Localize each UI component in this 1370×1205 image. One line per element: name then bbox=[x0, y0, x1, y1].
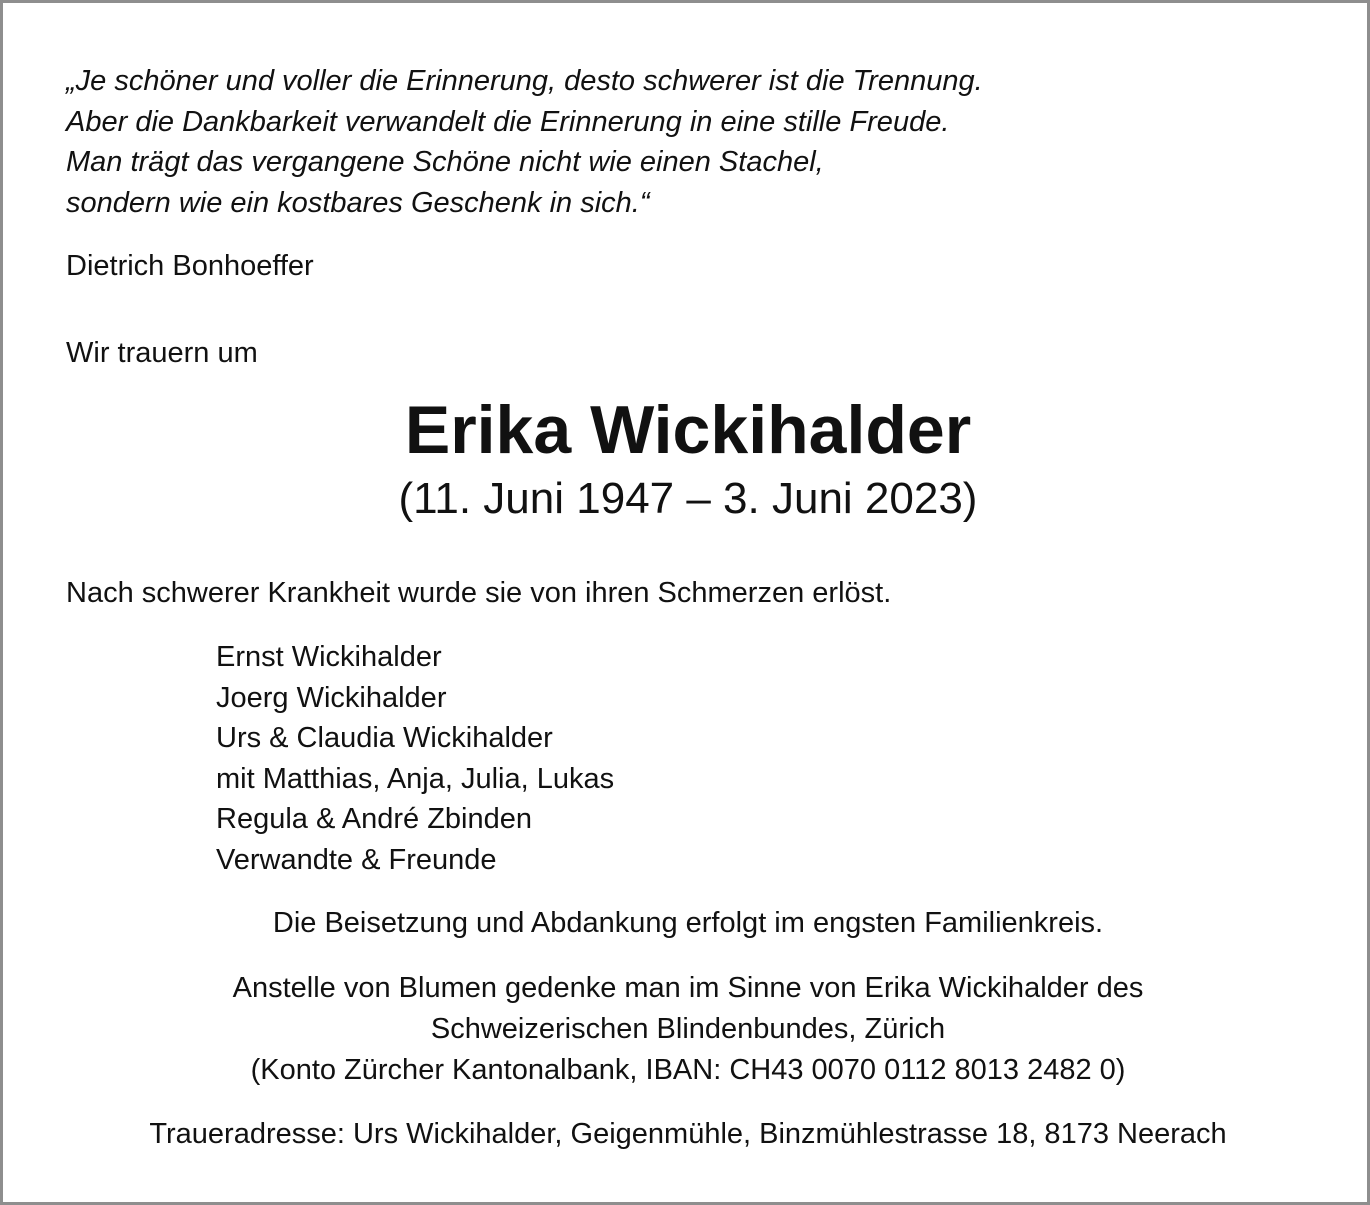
donation-line: Schweizerischen Blindenbundes, Zürich bbox=[430, 1013, 946, 1045]
mourner-item: Urs & Claudia Wickihalder bbox=[216, 722, 553, 754]
mourner-item: mit Matthias, Anja, Julia, Lukas bbox=[216, 762, 615, 795]
donation-block bbox=[3, 968, 1370, 1091]
mourning-address: Traueradresse: Urs Wickihalder, Geigenmühle, Binzmühlestrasse 18, 8173 Neerach bbox=[149, 1118, 1227, 1150]
quote-author: Dietrich Bonhoeffer bbox=[66, 250, 314, 282]
deceased-name: Erika Wickihalder bbox=[404, 392, 972, 468]
illness-statement: Nach schwerer Krankheit wurde sie von ihren Schmerzen erlöst. bbox=[66, 577, 892, 609]
mourner-item: Regula & André Zbinden bbox=[216, 803, 532, 835]
mourning-intro: Wir trauern um bbox=[66, 337, 258, 369]
quote-line: sondern wie ein kostbares Geschenk in sich.“ bbox=[66, 186, 650, 219]
quote-line: Man trägt das vergangene Schöne nicht wie einen Stachel, bbox=[66, 146, 824, 178]
quote-block bbox=[66, 61, 1266, 223]
mourner-item: Verwandte & Freunde bbox=[216, 843, 497, 876]
donation-line: (Konto Zürcher Kantonalbank, IBAN: CH43 0070 0112 8013 2482 0) bbox=[250, 1054, 1126, 1086]
mourner-item: Joerg Wickihalder bbox=[216, 681, 447, 714]
donation-line: Anstelle von Blumen gedenke man im Sinne von Erika Wickihalder des bbox=[232, 972, 1144, 1004]
deceased-dates: (11. Juni 1947 – 3. Juni 2023) bbox=[398, 474, 978, 523]
quote-line: „Je schöner und voller die Erinnerung, desto schwerer ist die Trennung. bbox=[66, 65, 983, 97]
mourner-item: Ernst Wickihalder bbox=[216, 641, 442, 673]
funeral-statement: Die Beisetzung und Abdankung erfolgt im engsten Familienkreis. bbox=[272, 907, 1104, 939]
mourners-list bbox=[216, 637, 614, 880]
quote-line: Aber die Dankbarkeit verwandelt die Erinnerung in eine stille Freude. bbox=[66, 105, 950, 138]
